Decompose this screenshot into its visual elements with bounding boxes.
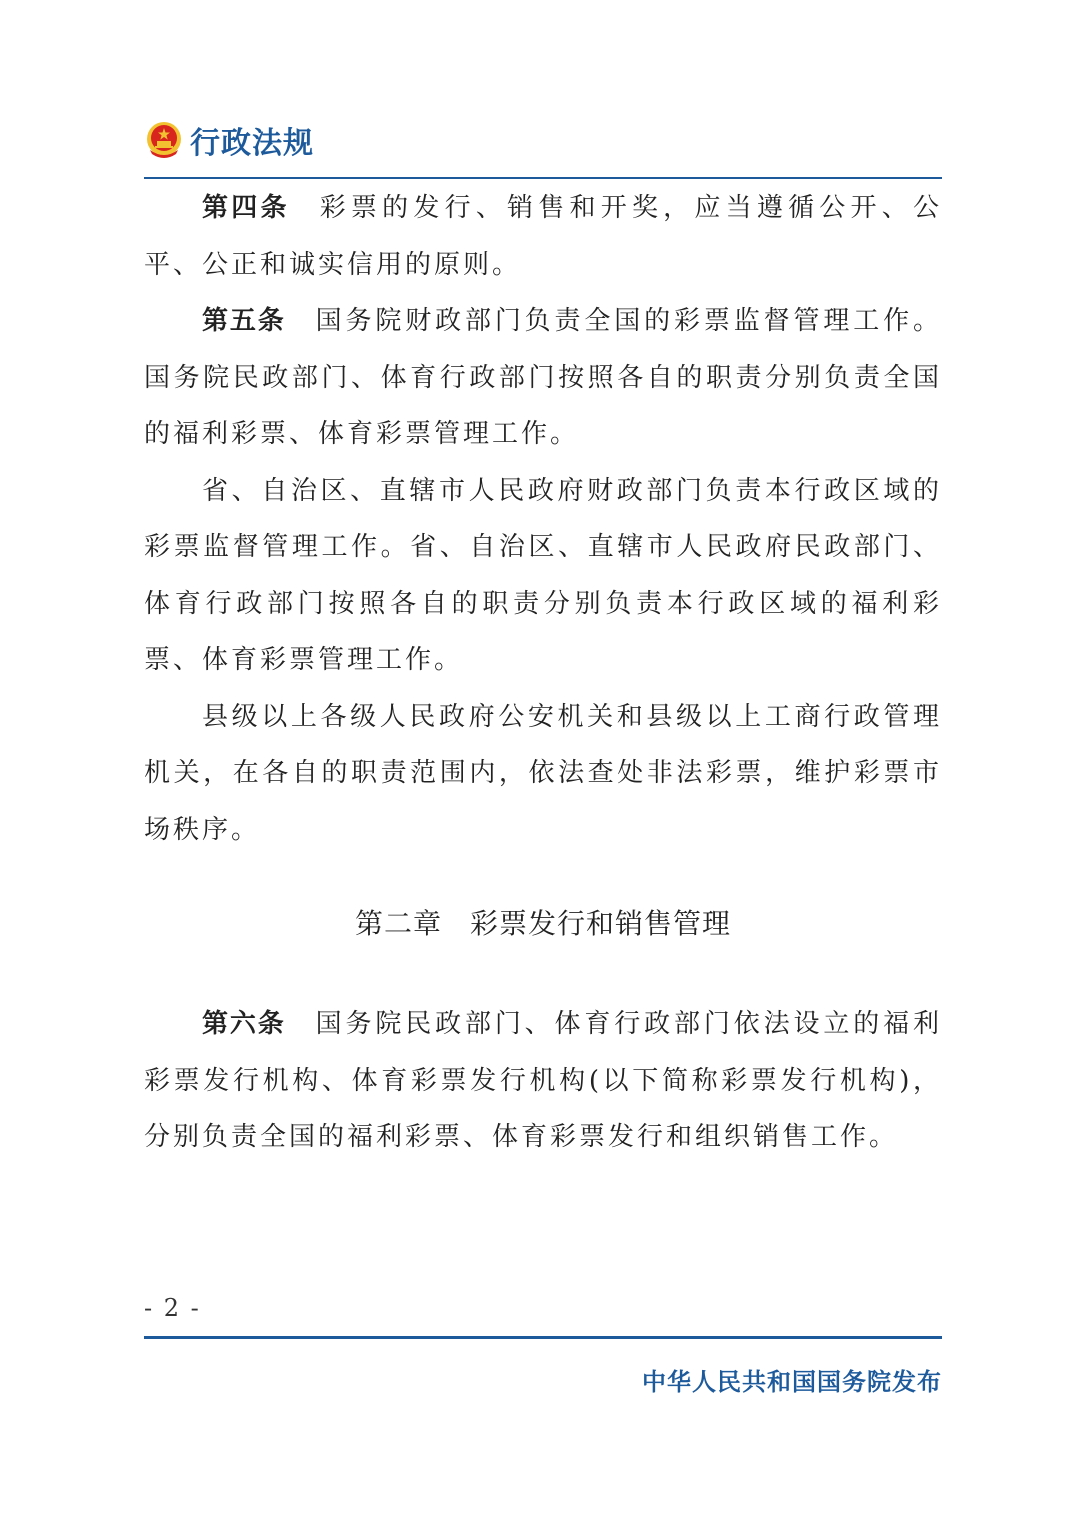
chapter-number: 第二章	[354, 907, 442, 940]
article-label: 第六条	[202, 1009, 286, 1039]
page-number: - 2 -	[144, 1294, 201, 1322]
header-title: 行政法规	[190, 126, 314, 161]
article-label: 第四条	[202, 193, 290, 223]
article-5	[144, 293, 942, 463]
article-label: 第五条	[202, 306, 286, 336]
article-text: 国务院民政部门、体育行政部门依法设立的福利彩票发行机构、体育彩票发行机构(以下简称彩票发行机构)，分别负责全国的福利彩票、体育彩票发行和组织销售工作。	[144, 1009, 942, 1152]
article-4	[144, 180, 942, 293]
article-5-paragraph-3: 县级以上各级人民政府公安机关和县级以上工商行政管理机关，在各自的职责范围内，依法查处非法彩票，维护彩票市场秩序。	[144, 701, 942, 845]
article-6	[144, 996, 942, 1166]
chapter-heading	[144, 904, 942, 944]
footer-publisher: 中华人民共和国国务院发布	[642, 1368, 942, 1396]
article-5-paragraph-2: 省、自治区、直辖市人民政府财政部门负责本行政区域的彩票监督管理工作。省、自治区、直辖市人民政府民政部门、体育行政部门按照各自的职责分别负责本行政区域的福利彩票、体育彩票管理工作。	[144, 475, 942, 675]
article-text: 彩票的发行、销售和开奖，应当遵循公开、公平、公正和诚实信用的原则。	[144, 193, 942, 280]
header-divider	[144, 177, 942, 179]
page-header	[144, 112, 314, 168]
national-emblem-icon	[144, 120, 184, 160]
article-text: 国务院财政部门负责全国的彩票监督管理工作。国务院民政部门、体育行政部门按照各自的职责分别负责全国的福利彩票、体育彩票管理工作。	[144, 306, 942, 449]
footer-divider	[144, 1336, 942, 1339]
chapter-title: 彩票发行和销售管理	[470, 907, 732, 940]
document-body	[144, 180, 942, 1166]
